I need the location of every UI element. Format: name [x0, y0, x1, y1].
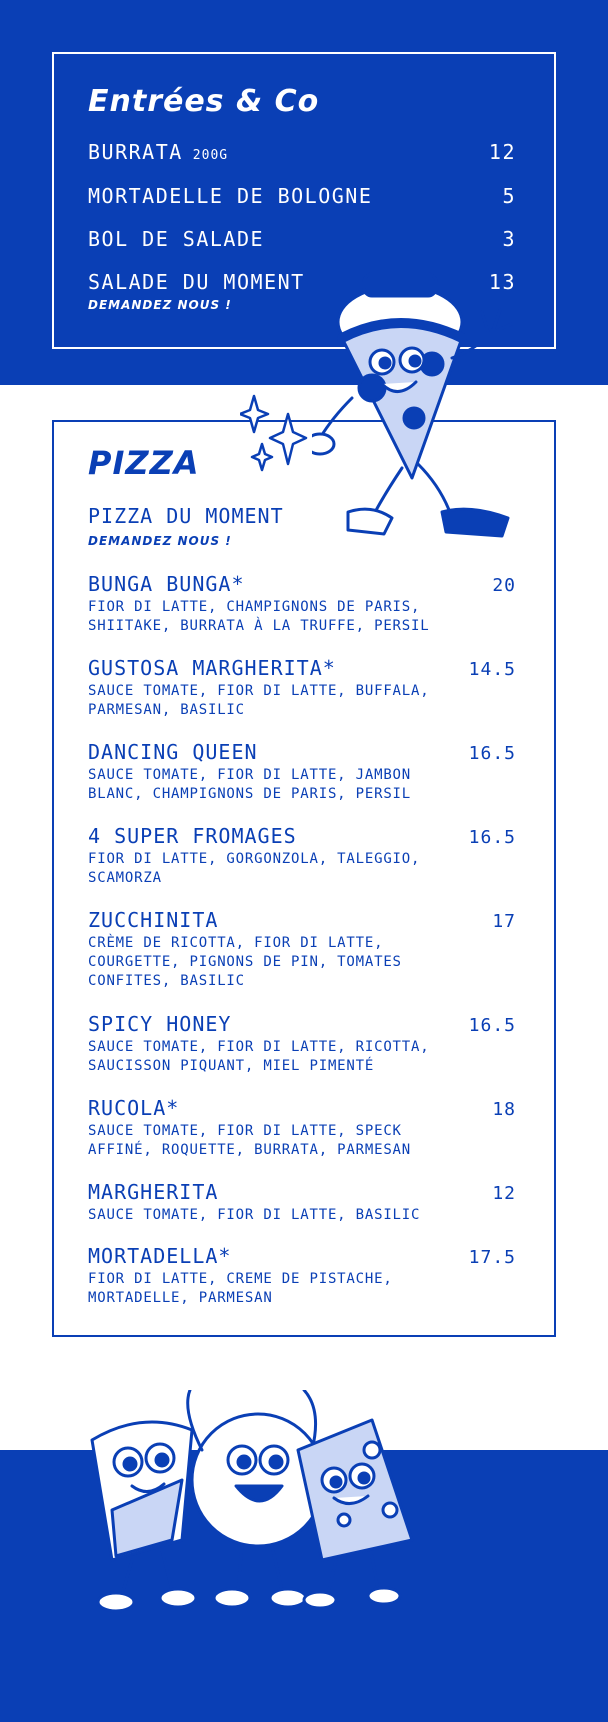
- pizza-item: [88, 824, 516, 888]
- pizza-ingredients: FIOR DI LATTE, GORGONZOLA, TALEGGIO, SCAMORZA: [88, 851, 421, 886]
- entree-name: BOL DE SALADE: [88, 227, 265, 251]
- entree-price: 13: [488, 270, 516, 294]
- pizza-special-note: DEMANDEZ NOUS !: [88, 534, 232, 548]
- pizza-price: 14.5: [468, 659, 516, 680]
- entree-item: [88, 227, 516, 251]
- pizza-ingredients: FIOR DI LATTE, CHAMPIGNONS DE PARIS, SHIITAKE, BURRATA À LA TRUFFE, PERSIL: [88, 599, 430, 634]
- pizza-name: MARGHERITA: [88, 1180, 219, 1204]
- entree-name: BURRATA: [88, 140, 183, 164]
- pizza-price: 18: [492, 1099, 516, 1120]
- pizza-title: PIZZA: [88, 444, 200, 482]
- pizza-item: [88, 1096, 516, 1160]
- pizza-name: PIZZA DU MOMENT: [88, 504, 284, 528]
- pizza-name: GUSTOSA MARGHERITA*: [88, 656, 336, 680]
- pizza-ingredients: SAUCE TOMATE, FIOR DI LATTE, SPECK AFFINÉ, ROQUETTE, BURRATA, PARMESAN: [88, 1123, 412, 1158]
- pizza-ingredients: SAUCE TOMATE, FIOR DI LATTE, BASILIC: [88, 1207, 421, 1223]
- pizza-item: [88, 1244, 516, 1308]
- pizza-ingredients: SAUCE TOMATE, FIOR DI LATTE, JAMBON BLANC, CHAMPIGNONS DE PARIS, PERSIL: [88, 767, 412, 802]
- sparkle-icon: [240, 392, 310, 482]
- pizza-ingredients: SAUCE TOMATE, FIOR DI LATTE, RICOTTA, SAUCISSON PIQUANT, MIEL PIMENTÉ: [88, 1039, 430, 1074]
- entree-price: 5: [502, 184, 516, 208]
- pizza-price: 17.5: [468, 1247, 516, 1268]
- entree-price: 12: [488, 140, 516, 164]
- entree-name: SALADE DU MOMENT: [88, 270, 305, 294]
- pizza-name: SPICY HONEY: [88, 1012, 232, 1036]
- entree-item: [88, 140, 516, 164]
- pizza-ingredients: SAUCE TOMATE, FIOR DI LATTE, BUFFALA, PARMESAN, BASILIC: [88, 683, 430, 718]
- pizza-name: 4 SUPER FROMAGES: [88, 824, 297, 848]
- pizza-price: 16.5: [468, 827, 516, 848]
- pizza-item: [88, 656, 516, 720]
- pizza-name: DANCING QUEEN: [88, 740, 258, 764]
- pizza-name: RUCOLA*: [88, 1096, 180, 1120]
- pizza-item: [88, 740, 516, 804]
- pizza-price: 17: [492, 911, 516, 932]
- pizza-name: MORTADELLA*: [88, 1244, 232, 1268]
- pizza-price: 16.5: [468, 1015, 516, 1036]
- pizza-item: [88, 1180, 516, 1225]
- pizza-item: [88, 908, 516, 991]
- pizza-ingredients: CRÈME DE RICOTTA, FIOR DI LATTE, COURGETTE, PIGNONS DE PIN, TOMATES CONFITES, BASILIC: [88, 935, 402, 989]
- pizza-price: 12: [492, 1183, 516, 1204]
- cheese-characters-icon: [72, 1390, 512, 1630]
- entree-qty: 200G: [192, 148, 229, 163]
- pizza-name: ZUCCHINITA: [88, 908, 219, 932]
- entree-name: MORTADELLE DE BOLOGNE: [88, 184, 373, 208]
- pizza-ingredients: FIOR DI LATTE, CREME DE PISTACHE, MORTADELLE, PARMESAN: [88, 1271, 393, 1306]
- pizza-item: [88, 1012, 516, 1076]
- pizza-name: BUNGA BUNGA*: [88, 572, 245, 596]
- entree-item: [88, 184, 516, 208]
- entrees-title: Entrées & Co: [88, 84, 320, 119]
- pizza-item: [88, 572, 516, 636]
- entree-price: 3: [502, 227, 516, 251]
- pizza-price: 20: [492, 575, 516, 596]
- pizza-slice-character-icon: [312, 268, 538, 558]
- entree-note: DEMANDEZ NOUS !: [88, 298, 232, 312]
- pizza-price: 16.5: [468, 743, 516, 764]
